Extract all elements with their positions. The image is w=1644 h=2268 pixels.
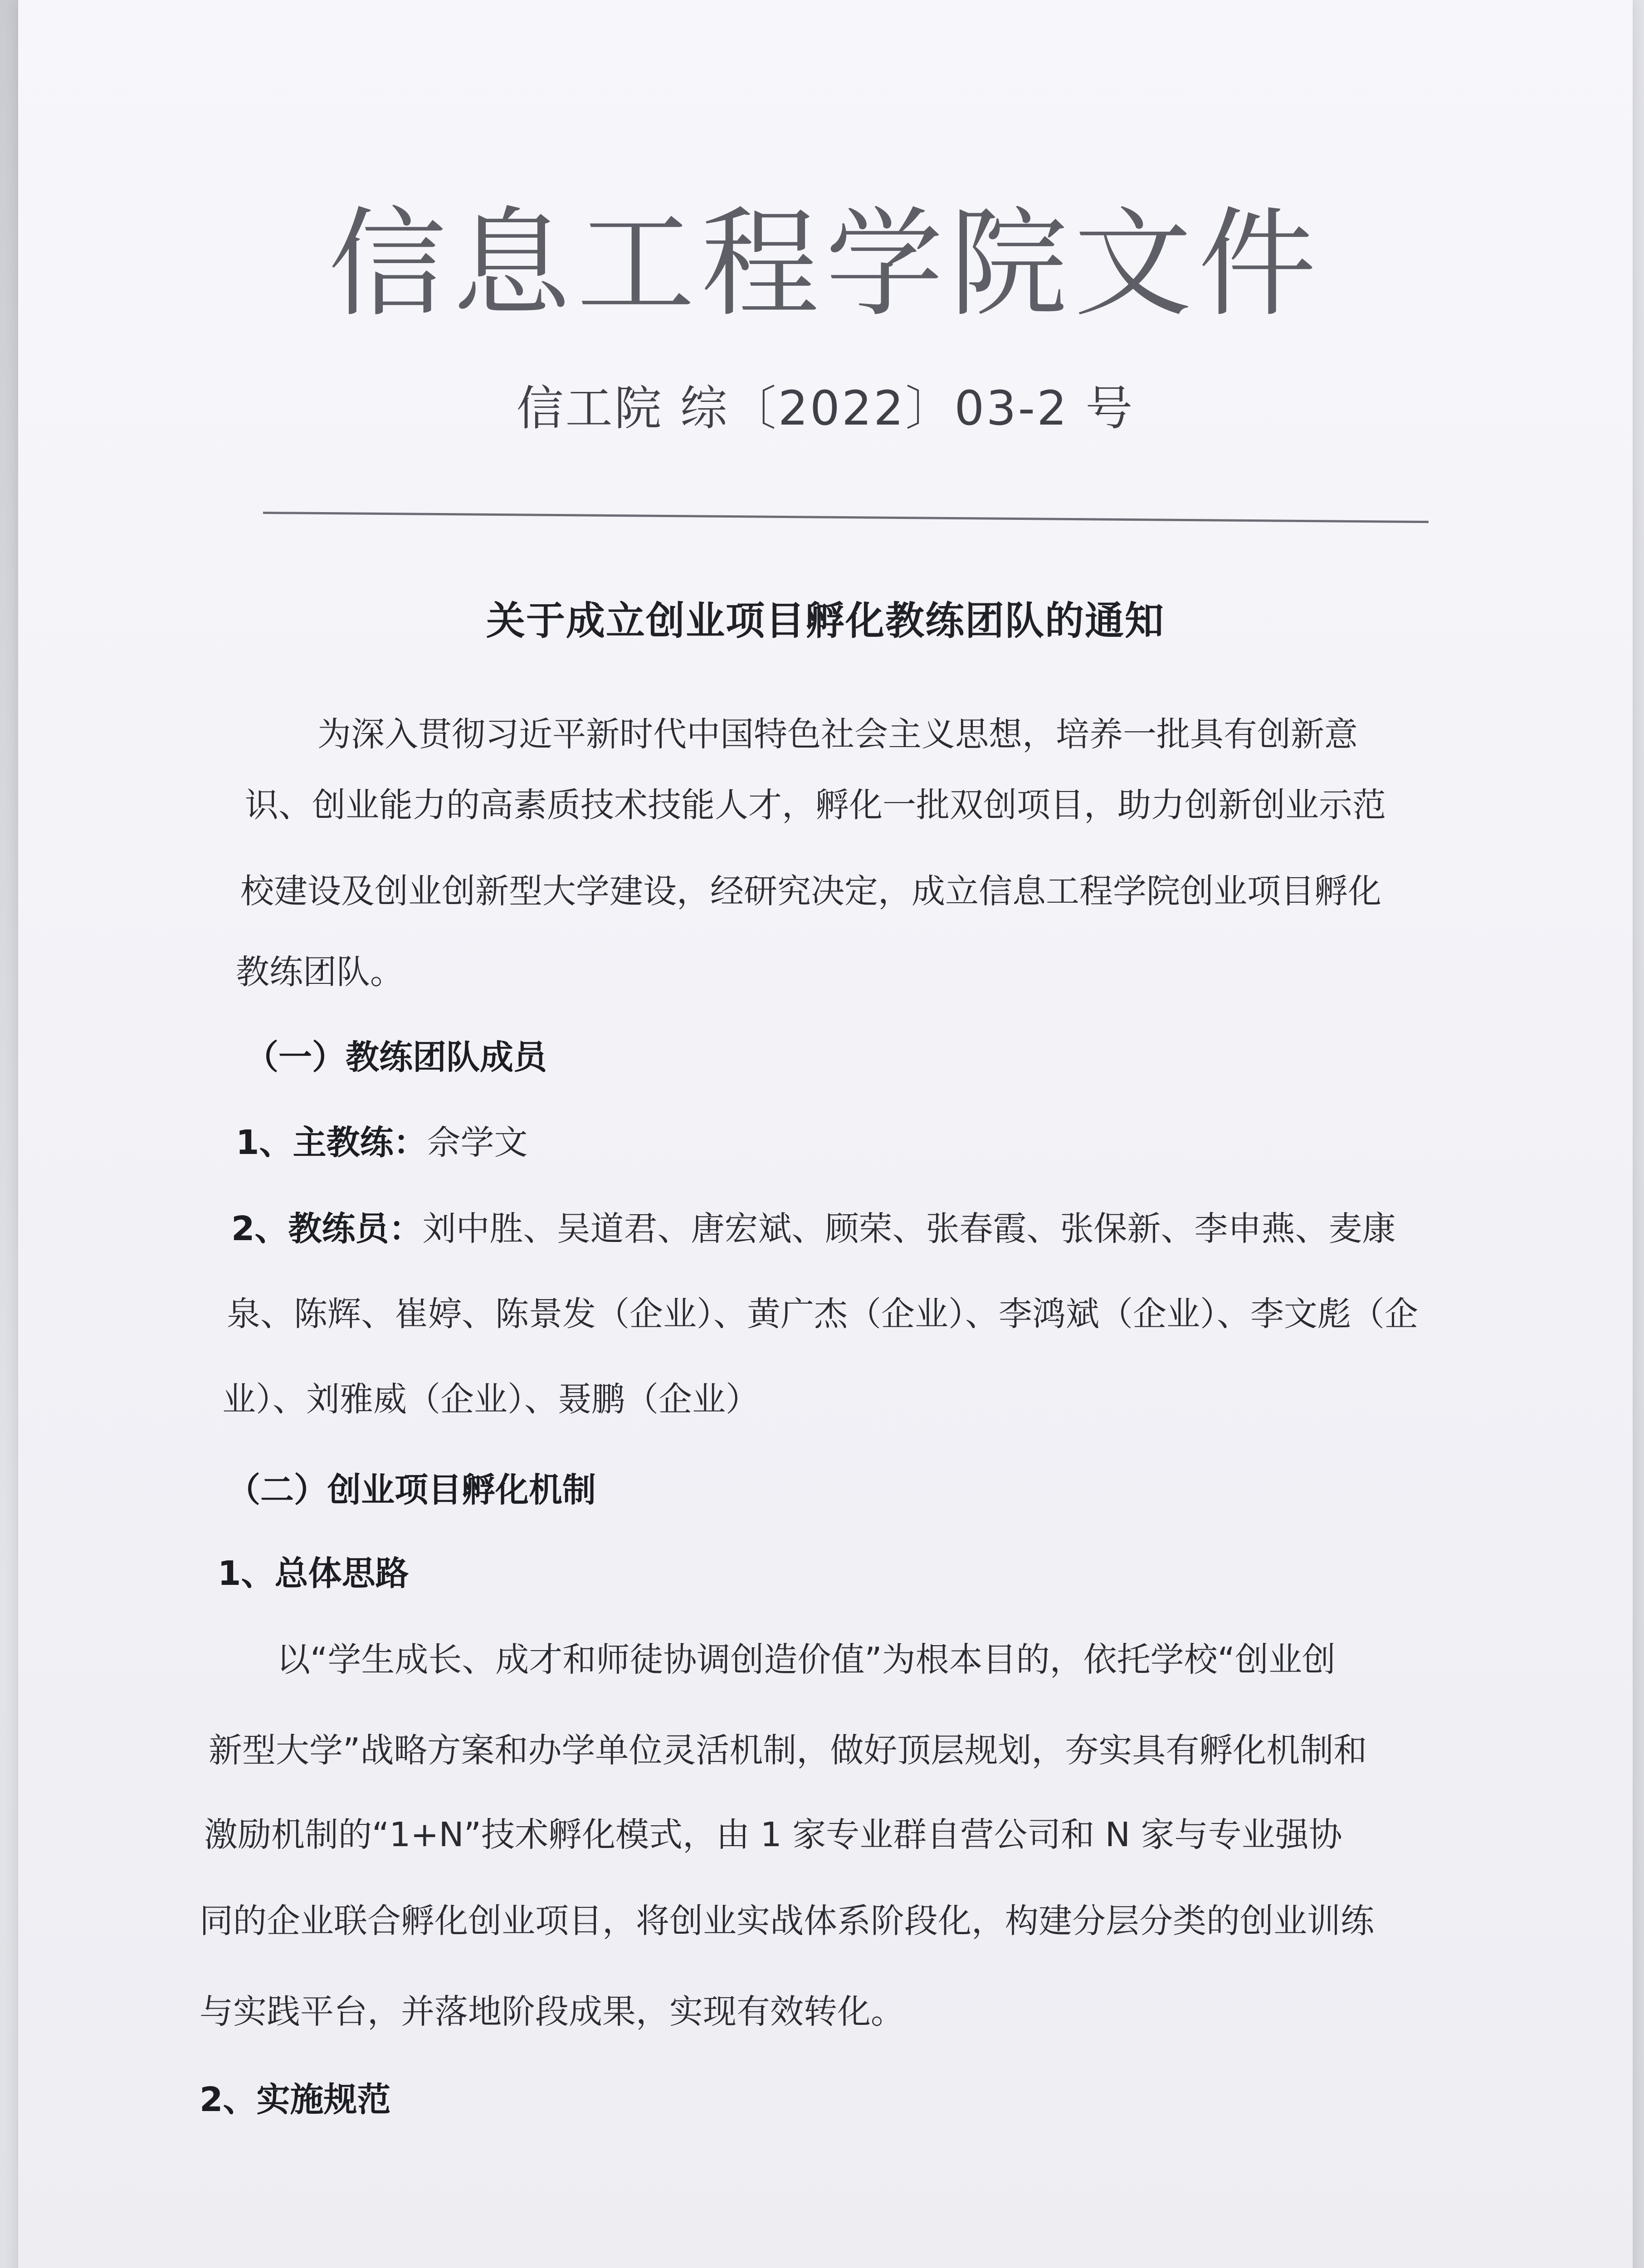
coaches-line-1: 刘中胜、吴道君、唐宏斌、顾荣、张春霞、张保新、李申燕、麦康 (422, 1209, 1396, 1248)
implementation-heading: 2、实施规范 (200, 2080, 391, 2119)
approach-line-4: 同的企业联合孵化创业项目，将创业实战体系阶段化，构建分层分类的创业训练 (200, 1901, 1374, 1941)
overall-approach-heading: 1、总体思路 (218, 1554, 409, 1593)
notice-title: 关于成立创业项目孵化教练团队的通知 (486, 598, 1165, 644)
approach-line-3: 激励机制的“1+N”技术孵化模式，由 1 家专业群自营公司和 N 家与专业强协 (204, 1815, 1342, 1854)
intro-line-4: 教练团队。 (236, 953, 404, 992)
coaches-line-2: 泉、陈辉、崔婷、陈景发（企业）、黄广杰（企业）、李鸿斌（企业）、李文彪（企 (227, 1295, 1418, 1334)
document-header-title: 信息工程学院文件 (328, 196, 1322, 333)
coaches-row (231, 1202, 1396, 1250)
document-number: 信工院 综〔2022〕03-2 号 (516, 381, 1135, 436)
intro-line-3: 校建设及创业创新型大学建设，经研究决定，成立信息工程学院创业项目孵化 (240, 872, 1381, 911)
head-coach-value: 佘学文 (427, 1123, 528, 1162)
section-2-heading: （二）创业项目孵化机制 (227, 1471, 596, 1510)
head-coach-row (236, 1116, 528, 1164)
intro-line-1: 为深入贯彻习近平新时代中国特色社会主义思想，培养一批具有创新意 (317, 715, 1358, 754)
coaches-line-3: 业）、刘雅威（企业）、聂鹏（企业） (222, 1380, 759, 1419)
head-coach-label: 1、主教练： (236, 1123, 427, 1162)
section-1-heading: （一）教练团队成员 (245, 1038, 547, 1077)
header-divider (263, 512, 1429, 523)
intro-line-2: 识、创业能力的高素质技术技能人才，孵化一批双创项目，助力创新创业示范 (245, 786, 1386, 825)
approach-line-1: 以“学生成长、成才和师徒协调创造价值”为根本目的，依托学校“创业创 (277, 1640, 1336, 1679)
coaches-label: 2、教练员： (231, 1209, 423, 1248)
document-page (18, 0, 1633, 2268)
approach-line-5: 与实践平台，并落地阶段成果，实现有效转化。 (200, 1992, 904, 2031)
approach-line-2: 新型大学”战略方案和办学单位灵活机制，做好顶层规划，夯实具有孵化机制和 (209, 1731, 1367, 1770)
